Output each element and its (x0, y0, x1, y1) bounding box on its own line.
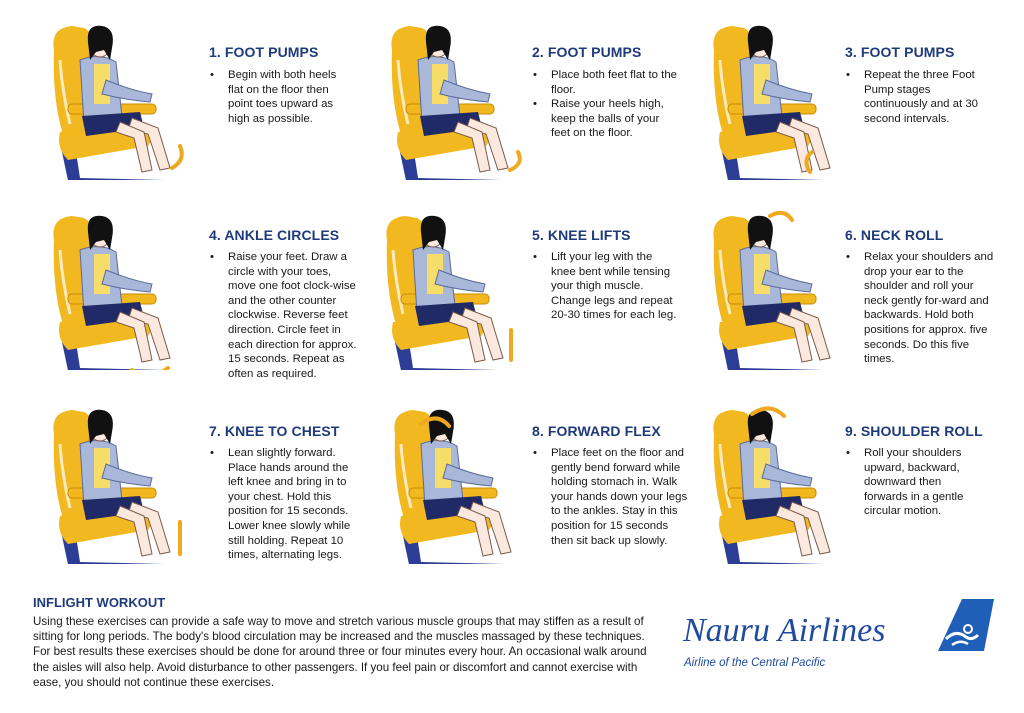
exercise-5-instructions (532, 250, 680, 323)
exercise-2-step-2: • Raise your heels high, keep the balls of your feet on the floor. (532, 97, 680, 141)
exercise-7-step-1: • Lean slightly forward. Place hands around the left knee and bring in to your chest. Hold this position for 15 seconds. Lower knee slowly while still holding. Repeat 10 times, alternating legs. (209, 446, 359, 563)
exercise-8-step-1: • Place feet on the floor and gently bend forward while holding stomach in. Walk your hands down your legs to the ankles. Stay in this position for 15 seconds then sit back up slowly. (532, 446, 690, 548)
exercise-5-illustration (373, 210, 533, 370)
exercise-1-illustration (40, 20, 200, 180)
exercise-5-title: 5. KNEE LIFTS (532, 227, 631, 243)
exercise-7-instructions (209, 446, 359, 563)
airline-logo-wordmark: Nauru Airlines (683, 612, 886, 649)
exercise-5-step-1: • Lift your leg with the knee bent while tensing your thigh muscle. Change legs and repeat 20-30 times for each leg. (532, 250, 680, 323)
exercise-1-step-1: • Begin with both heels flat on the floor then point toes upward as high as possible. (209, 68, 354, 126)
exercise-8-instructions (532, 446, 690, 548)
exercise-4-instructions (209, 250, 359, 381)
exercise-1-instructions (209, 68, 354, 126)
exercise-6-illustration (700, 210, 860, 370)
exercise-1-title: 1. FOOT PUMPS (209, 44, 319, 60)
exercise-8-illustration (381, 404, 541, 564)
exercise-3-title: 3. FOOT PUMPS (845, 44, 955, 60)
exercise-3-illustration (700, 20, 860, 180)
tail-fin-wave-icon (938, 599, 994, 651)
inflight-workout-heading: INFLIGHT WORKOUT (33, 595, 166, 610)
exercise-4-illustration (40, 210, 200, 370)
exercise-9-title: 9. SHOULDER ROLL (845, 423, 983, 439)
exercise-6-title: 6. NECK ROLL (845, 227, 944, 243)
exercise-6-instructions (845, 250, 995, 367)
exercise-2-title: 2. FOOT PUMPS (532, 44, 642, 60)
exercise-4-step-1: • Raise your feet. Draw a circle with your toes, move one foot clock-wise and the other counter clockwise. Reverse feet direction. Circle feet in each direction for approx. 15 seconds. Repeat as often as required. (209, 250, 359, 381)
exercise-6-step-1: • Relax your shoulders and drop your ear to the shoulder and roll your neck gently for-ward and backwards. Hold both positions for approx. five seconds. Do this five times. (845, 250, 995, 367)
exercise-9-step-1: • Roll your shoulders upward, backward, downward then forwards in a gentle circular motion. (845, 446, 985, 519)
exercise-7-illustration (40, 404, 200, 564)
inflight-workout-description: Using these exercises can provide a safe way to move and stretch various muscle groups that may stiffen as a result of sitting for long periods. The body's blood circulation may be increased and the muscles massaged by these techniques. For best results these exercises should be done for around three or four minutes every hour. An occasional walk around the aisles will also help. Avoid disturbance to other passengers. If you feel pain or discomfort and cannot exercise with ease, you should not continue these exercises. (33, 615, 647, 689)
exercise-9-instructions (845, 446, 985, 519)
exercise-2-step-1: • Place both feet flat to the floor. (532, 68, 680, 97)
exercise-4-title: 4. ANKLE CIRCLES (209, 227, 340, 243)
airline-tagline: Airline of the Central Pacific (684, 657, 826, 669)
exercise-8-title: 8. FORWARD FLEX (532, 423, 661, 439)
exercise-3-instructions (845, 68, 980, 126)
exercise-2-instructions (532, 68, 680, 141)
exercise-3-step-1: • Repeat the three Foot Pump stages continuously and at 30 second intervals. (845, 68, 980, 126)
exercise-2-illustration (378, 20, 538, 180)
exercise-9-illustration (700, 404, 860, 564)
exercise-7-title: 7. KNEE TO CHEST (209, 423, 340, 439)
